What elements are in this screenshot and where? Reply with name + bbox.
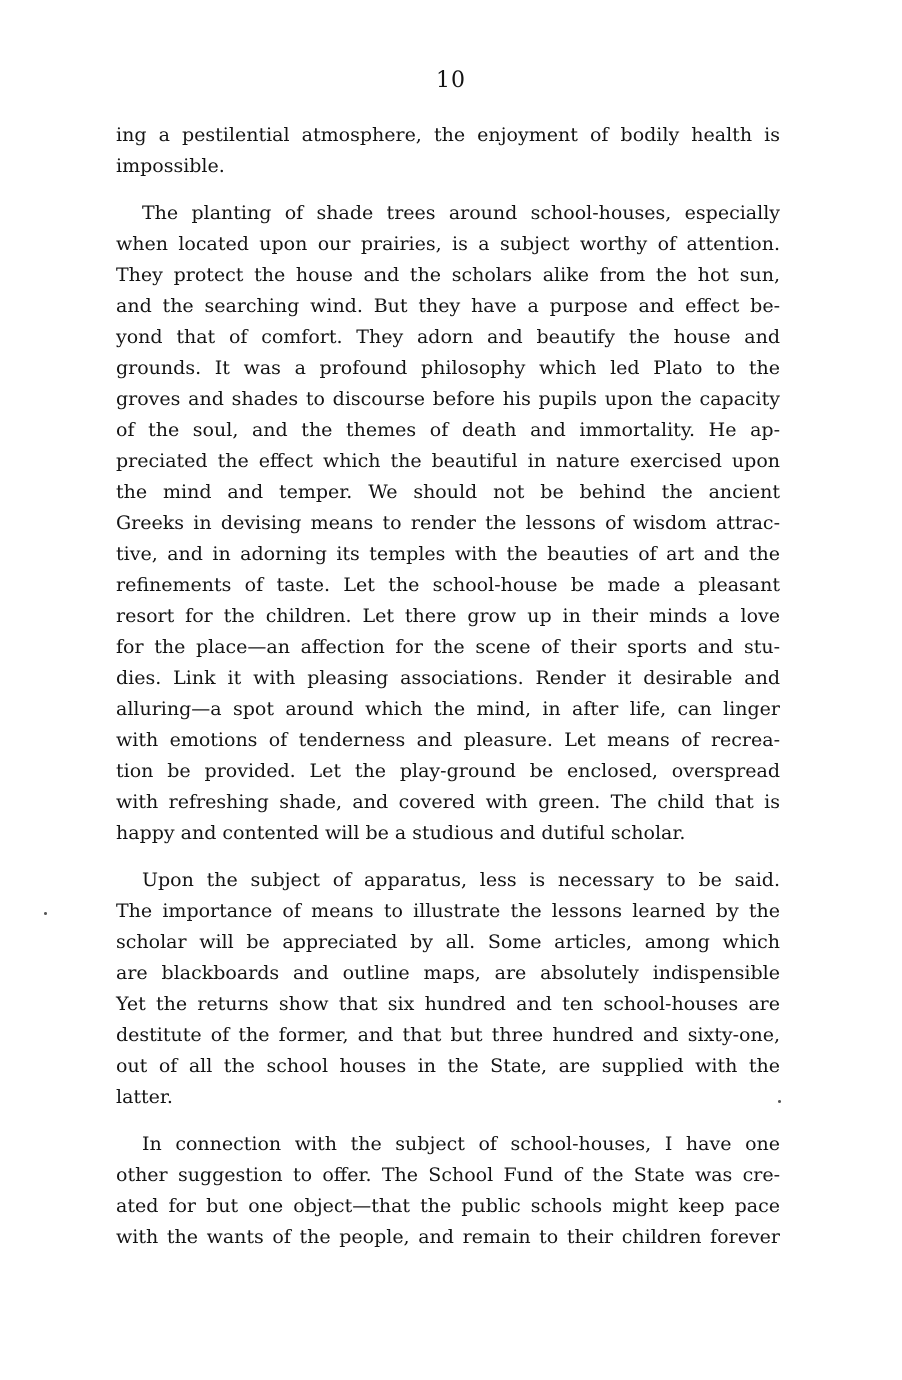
text-line: alluring—a spot around which the mind, in after life, can linger — [116, 698, 780, 720]
text-line: scholar will be appreciated by all. Some articles, among which — [116, 931, 780, 953]
text-line: and the searching wind. But they have a purpose and effect be- — [116, 295, 780, 317]
page-number: 10 — [436, 68, 466, 93]
text-line: Yet the returns show that six hundred and ten school-houses are — [116, 993, 780, 1015]
text-line: Upon the subject of apparatus, less is necessary to be said. — [142, 869, 780, 891]
text-line: ated for but one object—that the public schools might keep pace — [116, 1195, 780, 1217]
text-line: ing a pestilential atmosphere, the enjoyment of bodily health is — [116, 124, 780, 146]
text-line: yond that of comfort. They adorn and beautify the house and — [116, 326, 780, 348]
text-line: tion be provided. Let the play-ground be enclosed, overspread — [116, 760, 780, 782]
paragraph — [116, 1129, 780, 1253]
text-line: resort for the children. Let there grow up in their minds a love — [116, 605, 780, 627]
text-line: In connection with the subject of school-houses, I have one — [142, 1133, 780, 1155]
text-line: out of all the school houses in the State, are supplied with the — [116, 1055, 780, 1077]
text-line: happy and contented will be a studious and dutiful scholar. — [116, 822, 686, 844]
text-line: preciated the effect which the beautiful in nature exercised upon — [116, 450, 780, 472]
text-line: The importance of means to illustrate the lessons learned by the — [116, 900, 780, 922]
text-line: when located upon our prairies, is a subject worthy of attention. — [116, 233, 780, 255]
scan-speck — [778, 1100, 781, 1103]
paragraph — [116, 865, 780, 1113]
text-line: the mind and temper. We should not be behind the ancient — [116, 481, 780, 503]
text-line: Greeks in devising means to render the lessons of wisdom attrac- — [116, 512, 780, 534]
paragraph — [116, 198, 780, 849]
text-line: for the place—an affection for the scene of their sports and stu- — [116, 636, 780, 658]
text-line: are blackboards and outline maps, are absolutely indispensible — [116, 962, 780, 984]
text-line: latter. — [116, 1086, 173, 1108]
body-text — [116, 120, 780, 1269]
text-line: impossible. — [116, 155, 225, 177]
text-line: refinements of taste. Let the school-house be made a pleasant — [116, 574, 780, 596]
text-line: with refreshing shade, and covered with green. The child that is — [116, 791, 780, 813]
text-line: tive, and in adorning its temples with the beauties of art and the — [116, 543, 780, 565]
paragraph — [116, 120, 780, 182]
text-line: with emotions of tenderness and pleasure. Let means of recrea- — [116, 729, 780, 751]
scan-speck — [44, 912, 47, 915]
text-line: of the soul, and the themes of death and immortality. He ap- — [116, 419, 780, 441]
text-line: other suggestion to offer. The School Fund of the State was cre- — [116, 1164, 780, 1186]
text-line: with the wants of the people, and remain to their children forever — [116, 1226, 780, 1248]
text-line: dies. Link it with pleasing associations. Render it desirable and — [116, 667, 780, 689]
text-line: groves and shades to discourse before his pupils upon the capacity — [116, 388, 780, 410]
text-line: They protect the house and the scholars alike from the hot sun, — [116, 264, 780, 286]
text-line: The planting of shade trees around school-houses, especially — [142, 202, 780, 224]
text-line: grounds. It was a profound philosophy which led Plato to the — [116, 357, 780, 379]
text-line: destitute of the former, and that but three hundred and sixty-one, — [116, 1024, 780, 1046]
